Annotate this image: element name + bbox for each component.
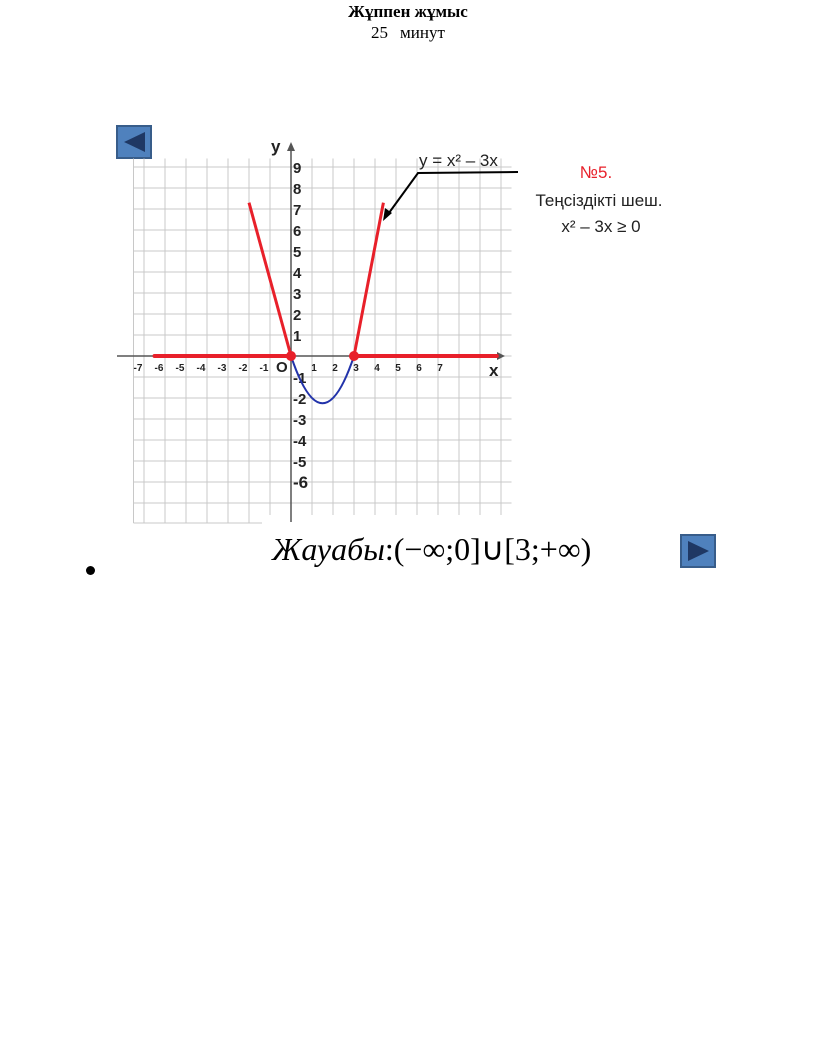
y-axis-arrow	[287, 142, 295, 151]
problem-inequality: x² – 3x ≥ 0	[561, 217, 641, 236]
y-tick-label: -4	[293, 433, 307, 450]
answer-expression: :(−∞;0]∪[3;+∞)	[384, 531, 592, 567]
x-tick-label: -4	[196, 363, 206, 374]
x-tick-label: -5	[175, 363, 185, 374]
y-tick-label: 7	[293, 202, 302, 219]
x-tick-label: 6	[416, 363, 422, 374]
label-leader-line	[386, 172, 518, 217]
x-tick-label: 2	[332, 363, 338, 374]
answer-label: Жауабы	[272, 531, 385, 567]
x-tick-label: 5	[395, 363, 401, 374]
answer-line	[272, 527, 591, 571]
list-bullet	[86, 566, 95, 575]
y-tick-label: 5	[293, 244, 302, 261]
x-tick-label: 4	[374, 363, 380, 374]
y-tick-label: 2	[293, 307, 302, 324]
grid	[134, 159, 523, 536]
y-tick-label: -2	[293, 391, 307, 408]
x-tick-label: 7	[437, 363, 443, 374]
y-axis-label: y	[271, 137, 281, 156]
y-tick-label: 6	[293, 223, 302, 240]
duration-unit: минут	[400, 23, 445, 42]
x-tick-label: -2	[238, 363, 248, 374]
page-title: Жұппен жұмыс	[348, 2, 468, 21]
curves	[155, 203, 497, 404]
function-label: y = x² – 3x	[419, 151, 498, 170]
y-tick-label: -5	[293, 454, 307, 471]
origin-label: O	[276, 359, 288, 376]
x-tick-label: -7	[133, 363, 143, 374]
y-tick-label: -1	[293, 370, 307, 387]
duration-value: 25	[371, 23, 389, 42]
root-point	[286, 351, 296, 361]
y-tick-label: 4	[293, 265, 302, 282]
curve-segment	[354, 203, 383, 356]
axes	[117, 142, 505, 522]
y-tick-label: -6	[293, 473, 309, 492]
x-tick-label: -3	[217, 363, 227, 374]
root-point	[349, 351, 359, 361]
y-tick-label: 1	[293, 328, 302, 345]
problem-instruction: Теңсіздікті шеш.	[535, 191, 663, 210]
x-tick-label: -6	[154, 363, 164, 374]
y-tick-label: 9	[293, 160, 302, 177]
y-tick-label: 3	[293, 286, 302, 303]
x-tick-label: -1	[259, 363, 269, 374]
x-axis-label: x	[489, 361, 499, 380]
y-tick-label: 8	[293, 181, 302, 198]
x-tick-label: 3	[353, 363, 359, 374]
x-tick-label: 1	[311, 363, 317, 374]
problem-number: №5.	[579, 163, 613, 182]
y-tick-label: -3	[293, 412, 307, 429]
